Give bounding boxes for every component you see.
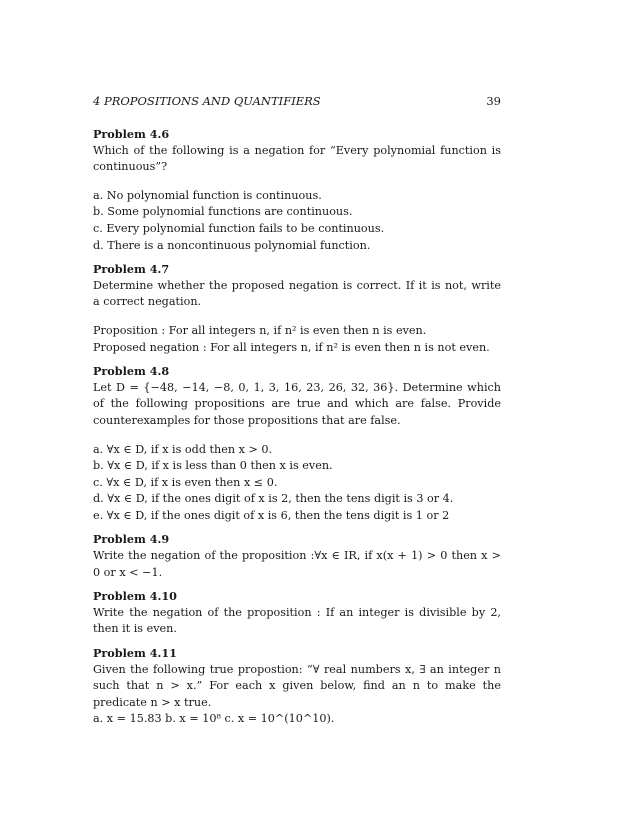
problem-4-10 — [93, 588, 501, 638]
problem-4-7 — [93, 261, 501, 356]
problem-text: Let D = {−48, −14, −8, 0, 1, 3, 16, 23, 26, 32, 36}. Determine which of the following propositions are true and which are false. Provide counterexamples for those propositions that are false. — [93, 380, 501, 427]
problem-text: Given the following true propostion: “∀ real numbers x, ∃ an integer n such that n > x.” For each x given below, find an n to make the predicate n > x true. — [93, 662, 501, 709]
option: e. ∀x ∈ D, if the ones digit of x is 6, then the tens digit is 1 or 2 — [93, 508, 450, 522]
problem-text: Write the negation of the proposition :∀x ∈ IR, if x(x + 1) > 0 then x > 0 or x < −1. — [93, 549, 501, 579]
problem-title: Problem 4.10 — [93, 589, 177, 604]
problem-title: Problem 4.6 — [93, 127, 170, 141]
proposed-negation-line: Proposed negation : For all integers n, if n² is even then n is not even. — [93, 340, 490, 354]
option: b. Some polynomial functions are continuous. — [93, 205, 353, 219]
chapter-title: 4 PROPOSITIONS AND QUANTIFIERS — [93, 94, 321, 108]
option: a. No polynomial function is continuous. — [93, 188, 322, 202]
problem-4-6 — [93, 126, 501, 254]
problem-text: Write the negation of the proposition : If an integer is divisible by 2, then it is even. — [93, 605, 501, 636]
problem-title: Problem 4.11 — [93, 646, 177, 661]
option: c. ∀x ∈ D, if x is even then x ≤ 0. — [93, 475, 278, 489]
page-number: 39 — [486, 94, 501, 108]
option: c. Every polynomial function fails to be continuous. — [93, 221, 385, 235]
option: b. ∀x ∈ D, if x is less than 0 then x is even. — [93, 459, 333, 473]
option: d. ∀x ∈ D, if the ones digit of x is 2, then the tens digit is 3 or 4. — [93, 492, 454, 506]
problem-text: Determine whether the proposed negation is correct. If it is not, write a correct negation. — [93, 278, 501, 309]
document-page — [93, 94, 501, 735]
problem-title: Problem 4.8 — [93, 364, 170, 379]
values-line: a. x = 15.83 b. x = 10⁸ c. x = 10^(10^10). — [93, 712, 335, 726]
problem-4-11 — [93, 645, 501, 728]
problem-4-8 — [93, 363, 501, 524]
page-header — [93, 94, 501, 108]
option: d. There is a noncontinuous polynomial function. — [93, 238, 371, 252]
problem-title: Problem 4.9 — [93, 532, 170, 547]
problem-title: Problem 4.7 — [93, 262, 170, 277]
problem-text: Which of the following is a negation for “Every polynomial function is continuous”? — [93, 143, 501, 174]
proposition-line: Proposition : For all integers n, if n² is even then n is even. — [93, 323, 427, 337]
option: a. ∀x ∈ D, if x is odd then x > 0. — [93, 442, 273, 456]
problem-4-9 — [93, 531, 501, 581]
